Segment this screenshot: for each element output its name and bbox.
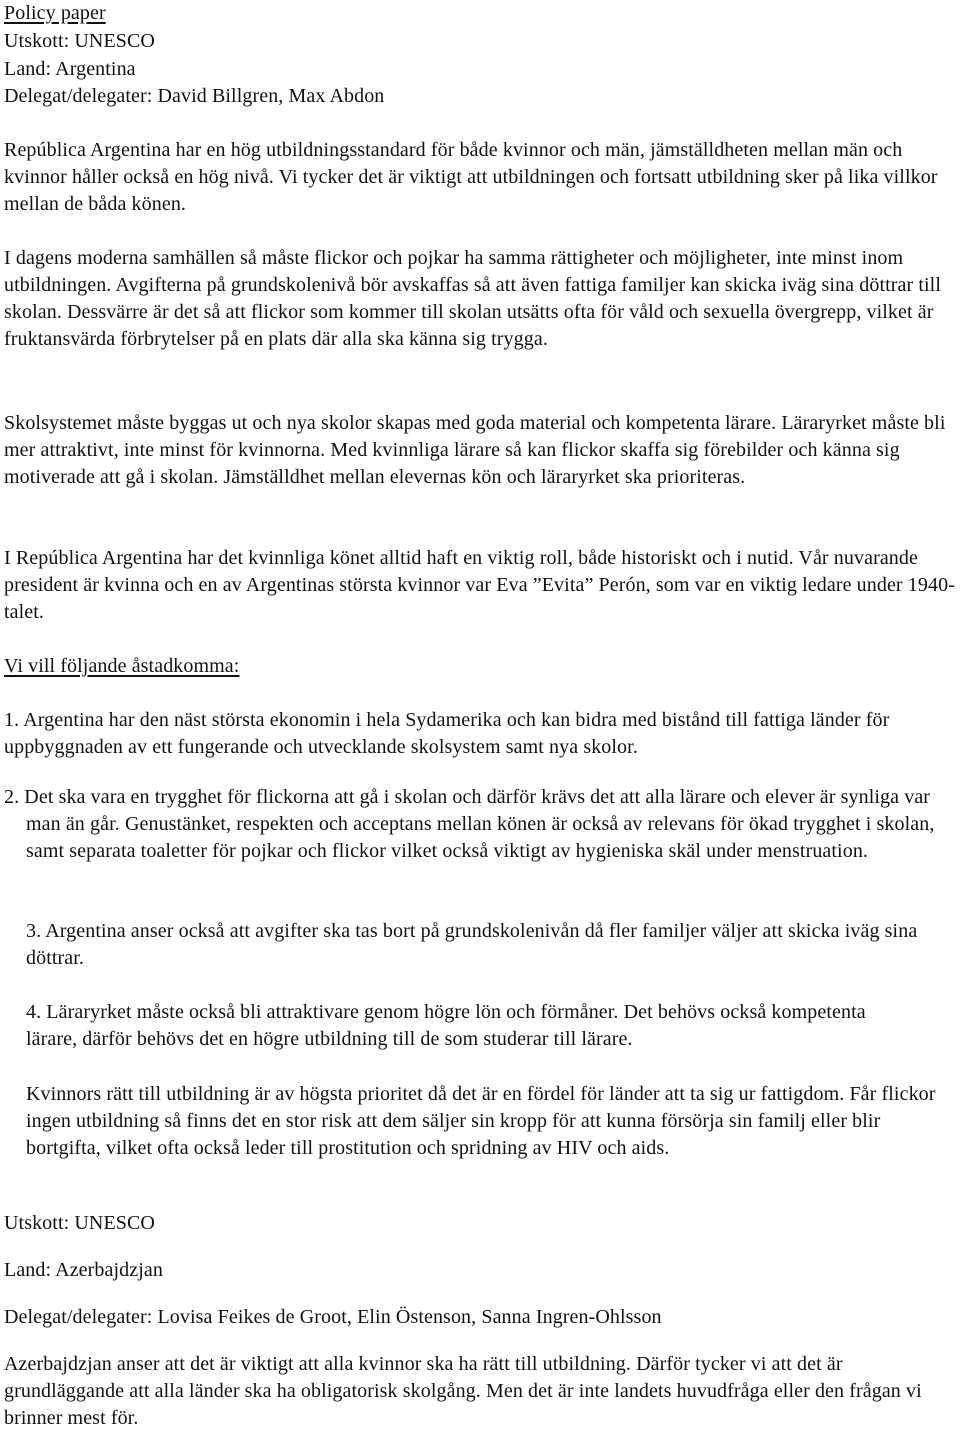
country-line: Land: Argentina (4, 58, 136, 80)
azerbaijan-country-line: Land: Azerbajdzjan (4, 1259, 163, 1281)
committee-line: Utskott: UNESCO (4, 30, 155, 52)
argentina-paragraph-3: Skolsystemet måste byggas ut och nya skolor skapas med goda material och kompetenta lärare. Läraryrket måste bli mer attraktivt, inte minst för kvinnorna. Med kvinnliga lärare så kan flickor skaffa sig förebilder och känna sig motiverade att gå i skolan. Jämställdhet mellan elevernas kön och läraryrket ska prioriteras. (4, 412, 946, 488)
goals-heading: Vi vill följande åstadkomma: (4, 655, 240, 677)
delegates-line: Delegat/delegater: David Billgren, Max Abdon (4, 85, 385, 107)
argentina-paragraph-2: I dagens moderna samhällen så måste flickor och pojkar ha samma rättigheter och möjligheter, inte minst inom utbildningen. Avgifterna på grundskolenivå bör avskaffas så att även fattiga familjer kan skicka iväg sina döttrar till skolan. Dessvärre är det så att flickor som kommer till skolan utsätts ofta för våld och sexuella övergrepp, vilket är fruktansvärda förbrytelser på en plats där alla ska känna sig trygga. (4, 247, 941, 350)
argentina-paragraph-4: I República Argentina har det kvinnliga könet alltid haft en viktig roll, både historiskt och i nutid. Vår nuvarande president är kvinna och en av Argentinas största kvinnor var Eva ”Evita” Perón, som var en viktig ledare under 1940-talet. (4, 547, 955, 623)
azerbaijan-committee-line: Utskott: UNESCO (4, 1212, 155, 1234)
azerbaijan-delegates-line: Delegat/delegater: Lovisa Feikes de Groot, Elin Östenson, Sanna Ingren-Ohlsson (4, 1306, 662, 1328)
argentina-paragraph-1: República Argentina har en hög utbildningsstandard för både kvinnor och män, jämställdheten mellan män och kvinnor håller också en hög nivå. Vi tycker det är viktigt att utbildningen och fortsatt utbildning sker på lika villkor mellan de båda könen. (4, 139, 938, 215)
goal-item-1: 1. Argentina har den näst största ekonomin i hela Sydamerika och kan bidra med bistånd till fattiga länder för uppbyggnaden av ett fungerande och utvecklande skolsystem samt nya skolor. (4, 709, 890, 758)
goal-item-3: 3. Argentina anser också att avgifter ska tas bort på grundskolenivån då fler familjer väljer att skicka iväg sina döttrar. (26, 920, 918, 969)
closing-paragraph: Kvinnors rätt till utbildning är av högsta prioritet då det är en fördel för länder att ta sig ur fattigdom. Får flickor ingen utbildning så finns det en stor risk att dem säljer sin kropp för att kunna försörja sin familj eller blir bortgifta, vilket ofta också leder till prostitution och spridning av HIV och aids. (26, 1083, 936, 1159)
azerbaijan-paragraph-1: Azerbajdzjan anser att det är viktigt att alla kvinnor ska ha rätt till utbildning. Därför tycker vi att det är grundläggande att alla länder ska ha obligatorisk skolgång. Men det är inte landets huvudfråga eller den frågan vi brinner mest för. (4, 1353, 922, 1429)
goal-item-2: 2. Det ska vara en trygghet för flickorna att gå i skolan och därför krävs det att alla lärare och elever är synliga var man än går. Genustänket, respekten och acceptans mellan könen är också av relevans för ökad trygghet i skolan, samt separata toaletter för pojkar och flickor vilket också viktigt av hygieniska skäl under menstruation. (4, 786, 935, 862)
goal-item-4: 4. Läraryrket måste också bli attraktivare genom högre lön och förmåner. Det behövs också kompetenta lärare, därför behövs det en högre utbildning till de som studerar till lärare. (26, 1001, 866, 1050)
doc-type-heading: Policy paper (4, 2, 106, 24)
